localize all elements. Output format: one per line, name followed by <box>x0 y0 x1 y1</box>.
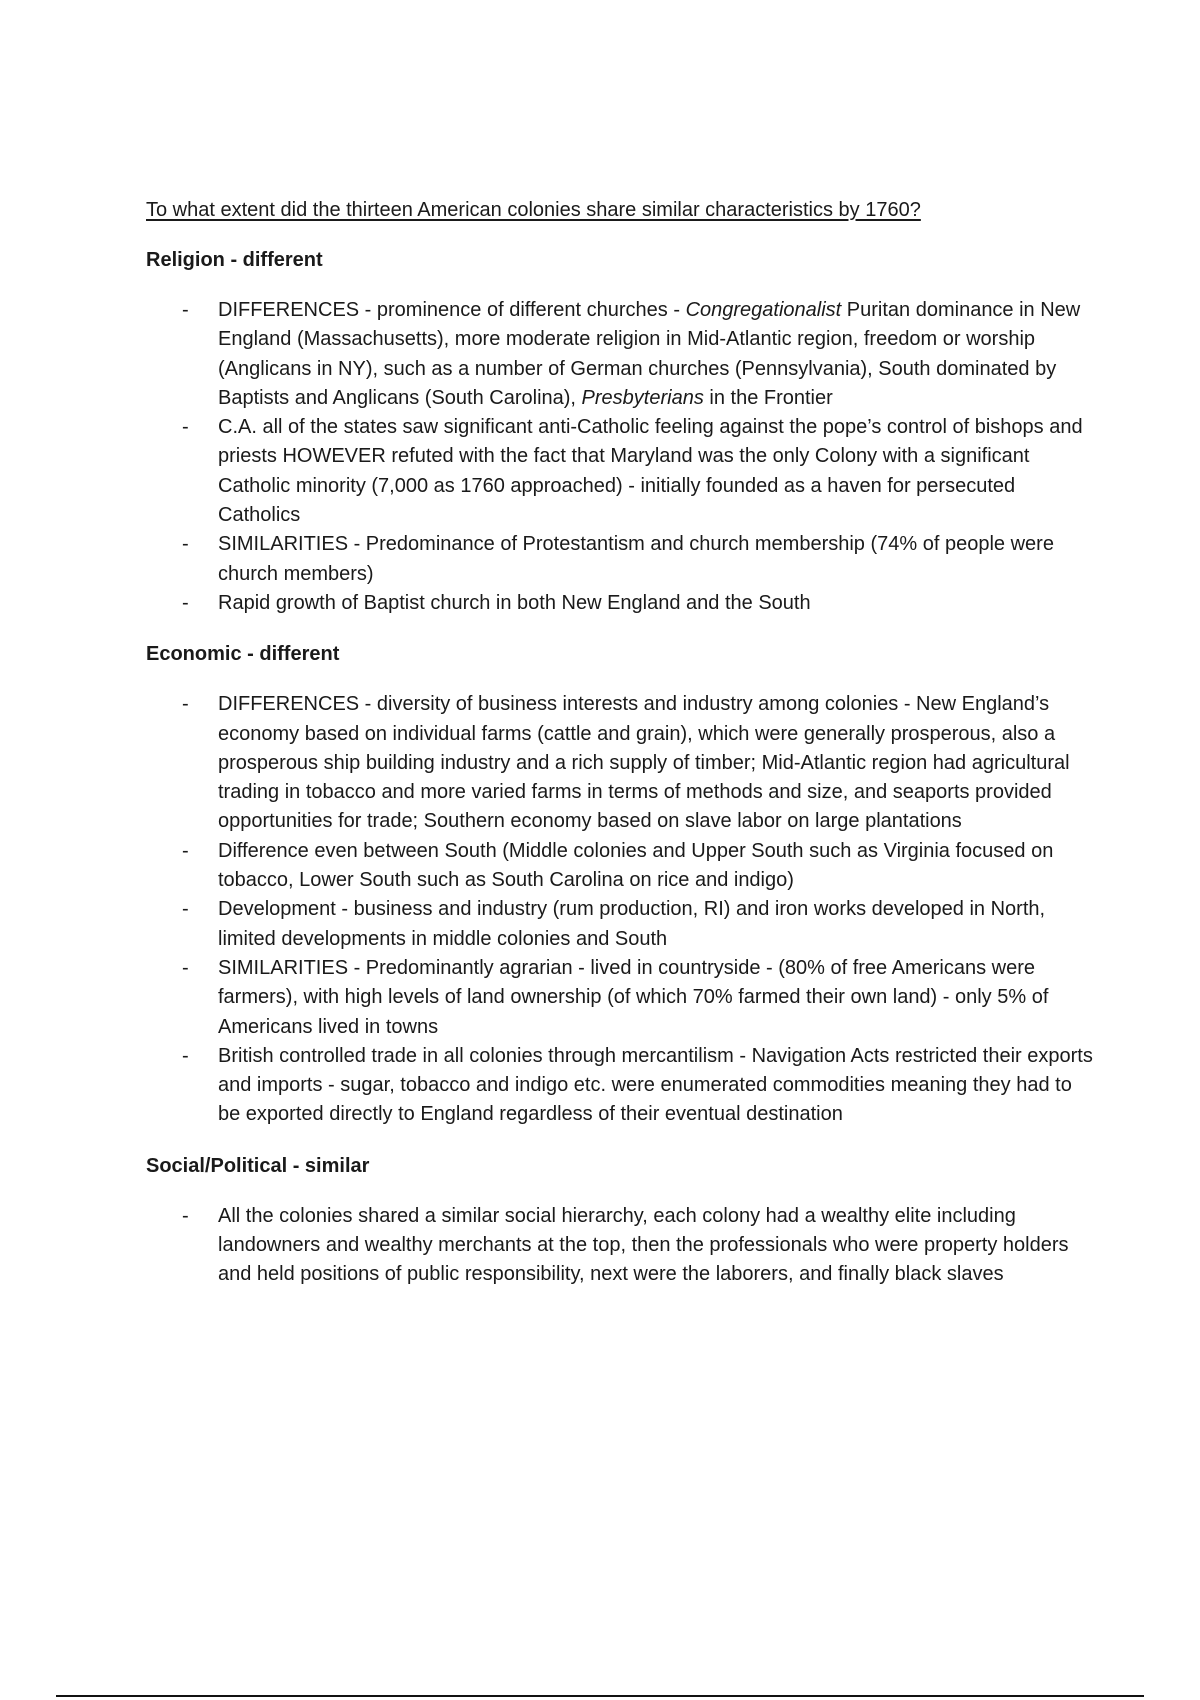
section-religion <box>146 246 1096 618</box>
bullet-text: All the colonies shared a similar social hierarchy, each colony had a wealthy elite including landowners and wealthy merchants at the top, then the professionals who were property holders and held positions of public responsibility, next were the laborers, and finally black slaves <box>218 1204 1069 1286</box>
bullet-text: Development - business and industry (rum production, RI) and iron works developed in North, limited developments in middle colonies and South <box>218 898 1046 950</box>
list-item <box>146 413 1096 530</box>
bullet-text: SIMILARITIES - Predominantly agrarian - lived in countryside - (80% of free Americans were farmers), with high levels of land ownership (of which 70% farmed their own land) - only 5% of Americans lived in towns <box>218 956 1049 1038</box>
bullet-text: C.A. all of the states saw significant anti-Catholic feeling against the pope’s control of bishops and priests HOWEVER refuted with the fact that Maryland was the only Colony with a significant Catholic minority (7,000 as 1760 approached) - initially founded as a haven for persecuted Catholics <box>218 416 1083 527</box>
religion-bullet-list <box>146 296 1096 618</box>
list-item <box>146 954 1096 1042</box>
list-item <box>146 296 1096 413</box>
document-body <box>146 196 1096 1312</box>
section-economic <box>146 640 1096 1129</box>
list-item <box>146 690 1096 836</box>
bullet-dash: - <box>182 591 189 614</box>
section-heading-social-political: Social/Political - similar <box>146 1154 370 1177</box>
economic-bullet-list <box>146 690 1096 1129</box>
bullet-text: SIMILARITIES - Predominance of Protestantism and church membership (74% of people were church members) <box>218 533 1054 585</box>
bullet-dash: - <box>182 533 189 556</box>
bullet-dash: - <box>182 956 189 979</box>
bullet-dash: - <box>182 1044 189 1067</box>
list-item <box>146 1202 1096 1290</box>
bullet-text: DIFFERENCES - diversity of business interests and industry among colonies - New England’s economy based on individual farms (cattle and grain), which were generally prosperous, also a prosperous ship building industry and a rich supply of timber; Mid-Atlantic region had agricultural trading in tobacco and more varied farms in terms of methods and size, and seaports provided opportunities for trade; Southern economy based on slave labor on large plantations <box>218 693 1070 833</box>
list-item <box>146 895 1096 954</box>
section-social-political <box>146 1152 1096 1290</box>
bullet-dash: - <box>182 299 189 321</box>
bullet-text: Difference even between South (Middle colonies and Upper South such as Virginia focused on tobacco, Lower South such as South Carolina on rice and indigo) <box>218 839 1054 892</box>
social-political-bullet-list <box>146 1202 1096 1290</box>
section-heading-economic: Economic - different <box>146 643 340 666</box>
italic-term: Congregationalist <box>685 299 842 321</box>
bullet-text: Rapid growth of Baptist church in both New England and the South <box>218 591 811 614</box>
bullet-dash: - <box>182 898 189 921</box>
bullet-text: British controlled trade in all colonies through mercantilism - Navigation Acts restricted their exports and imports - sugar, tobacco and indigo etc. were enumerated commodities meaning they had to be exported directly to England regardless of their eventual destination <box>218 1044 1093 1126</box>
italic-term: Presbyterians <box>581 386 704 409</box>
bullet-dash: - <box>182 693 189 716</box>
list-item <box>146 530 1096 589</box>
bullet-dash: - <box>182 839 189 862</box>
page-title: To what extent did the thirteen American colonies share similar characteristics by 1760? <box>146 199 921 221</box>
bullet-text: DIFFERENCES - prominence of different churches - Congregationalist Puritan dominance in New England (Massachusetts), more moderate religion in Mid-Atlantic region, freedom or worship (Anglicans in NY), such as a number of German churches (Pennsylvania), South dominated by Baptists and Anglicans (South Carolina), Presbyterians in the Frontier <box>218 299 1081 409</box>
section-heading-religion: Religion - different <box>146 249 323 271</box>
bullet-dash: - <box>182 416 189 439</box>
list-item <box>146 589 1096 618</box>
list-item <box>146 837 1096 896</box>
bullet-dash: - <box>182 1204 189 1227</box>
list-item <box>146 1042 1096 1130</box>
page-bottom-divider <box>56 1695 1144 1697</box>
